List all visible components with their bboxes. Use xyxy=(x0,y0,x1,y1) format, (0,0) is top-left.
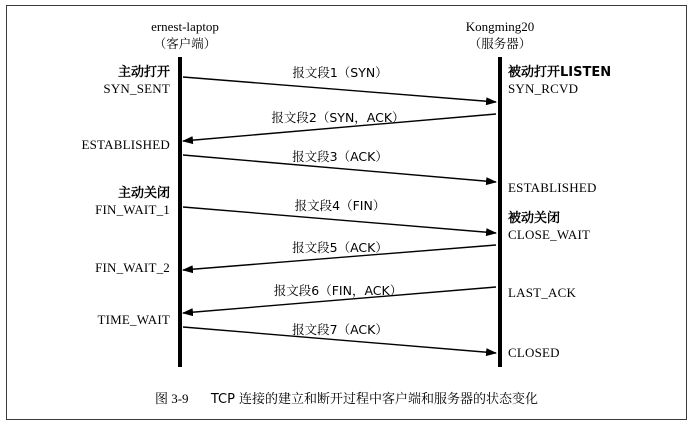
client-state-5-code: TIME_WAIT xyxy=(97,312,170,327)
server-state-3-cn: 被动关闭 xyxy=(508,211,561,226)
client-state-1-cn: 主动打开 xyxy=(117,65,170,80)
server-state-2 xyxy=(508,180,688,196)
server-state-5 xyxy=(508,345,688,361)
segment-label-7: 报文段7（ACK） xyxy=(292,322,388,337)
client-state-2 xyxy=(10,137,170,153)
segment-label-3: 报文段3（ACK） xyxy=(292,149,388,164)
client-state-3-cn: 主动关闭 xyxy=(117,186,170,201)
server-state-3-code: CLOSE_WAIT xyxy=(508,227,591,242)
server-state-1-cn: 被动打开LISTEN xyxy=(508,65,612,80)
server-state-2-code: ESTABLISHED xyxy=(508,180,597,195)
server-state-1 xyxy=(508,65,688,97)
figure-caption-text: TCP 连接的建立和断开过程中客户端和服务器的状态变化 xyxy=(210,392,539,407)
client-state-3 xyxy=(10,186,170,218)
segment-label-1: 报文段1（SYN） xyxy=(292,65,388,80)
figure-caption xyxy=(0,388,693,407)
host-role-client: （客户端） xyxy=(153,36,217,51)
host-role-server: （服务器） xyxy=(468,36,532,51)
client-state-4 xyxy=(10,260,170,276)
figure-number: 图 3-9 xyxy=(154,391,189,406)
client-state-1-code: SYN_SENT xyxy=(103,81,170,96)
host-name-client: ernest-laptop xyxy=(151,19,219,34)
segment-label-6: 报文段6（FIN，ACK） xyxy=(273,283,403,298)
client-state-1 xyxy=(10,65,170,97)
server-state-4 xyxy=(508,285,688,301)
client-state-2-code: ESTABLISHED xyxy=(81,137,170,152)
segment-label-4: 报文段4（FIN） xyxy=(294,198,386,213)
client-state-5 xyxy=(10,312,170,328)
host-name-server: Kongming20 xyxy=(465,19,535,34)
segment-label-2: 报文段2（SYN，ACK） xyxy=(271,110,405,125)
segment-label-5: 报文段5（ACK） xyxy=(292,240,388,255)
server-state-4-code: LAST_ACK xyxy=(508,285,577,300)
client-state-3-code: FIN_WAIT_1 xyxy=(95,202,170,217)
client-state-4-code: FIN_WAIT_2 xyxy=(95,260,170,275)
server-state-3 xyxy=(508,211,688,243)
server-state-5-code: CLOSED xyxy=(508,345,560,360)
server-state-1-code: SYN_RCVD xyxy=(508,81,579,96)
